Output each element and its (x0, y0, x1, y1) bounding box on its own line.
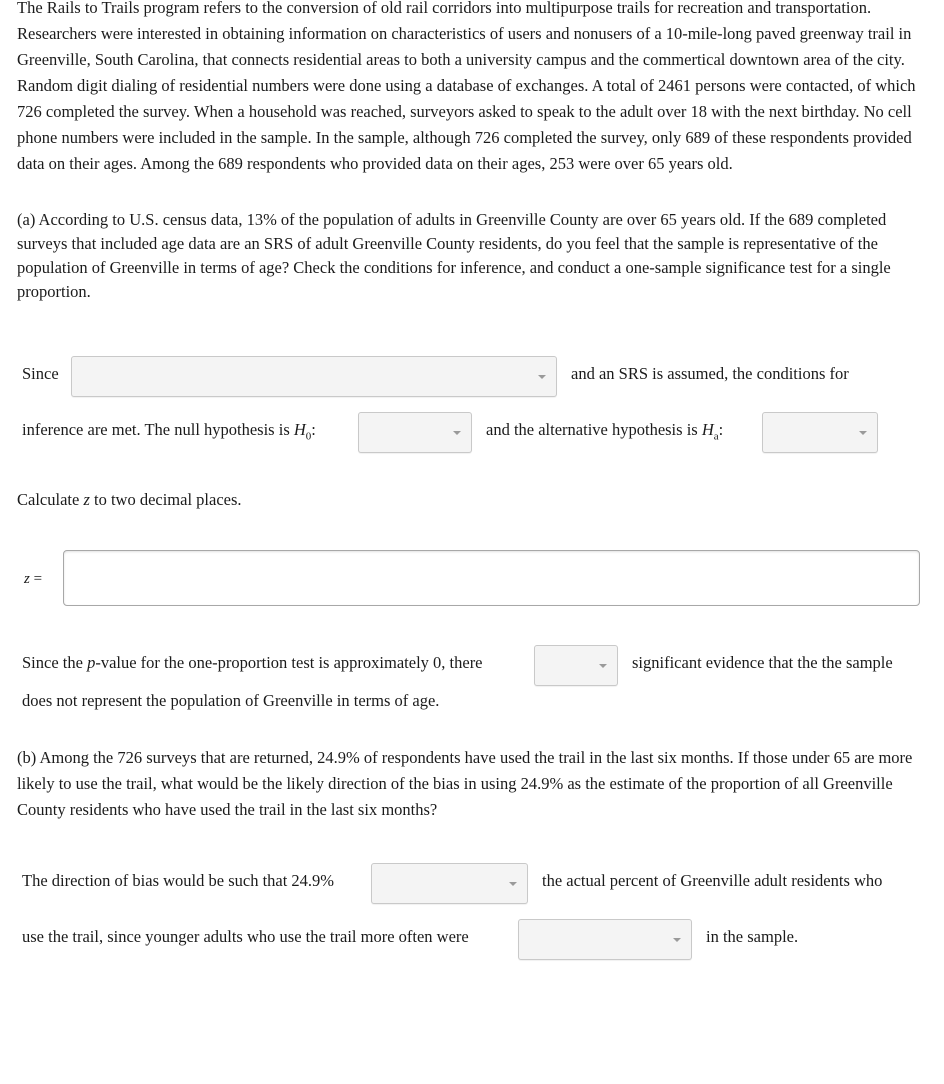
calculate-instruction: Calculate z to two decimal places. (17, 490, 242, 509)
alt-hypothesis-label: and the alternative hypothesis is (486, 420, 698, 439)
since-label: Since (22, 364, 59, 383)
in-sample-text: in the sample. (706, 927, 799, 946)
z-input[interactable] (63, 550, 920, 606)
chevron-down-icon (509, 882, 517, 886)
alt-hypothesis-dropdown[interactable] (762, 412, 878, 453)
representation-dropdown[interactable] (518, 919, 692, 960)
chevron-down-icon (673, 938, 681, 942)
intro-paragraph: The Rails to Trails program refers to the conversion of old rail corridors into multipurpose trails for recreation and transportation. Researchers were interested in obtaining information on characteristics of users and nonusers of a 10-mile-long paved greenway trail in Greenville, South Carolina, that connects residential areas to both a university campus and the commertical downtown area of the city. Random digit dialing of residential numbers were done using a database of exchanges. A total of 2461 persons were contacted, of which 726 completed the survey. When a household was reached, surveyors asked to speak to the adult over 18 with the next birthday. No cell phone numbers were included in the sample. In the sample, although 726 completed the survey, only 689 of these respondents provided data on their ages. Among the 689 respondents who provided data on their ages, 253 were over 65 years old. (17, 0, 916, 173)
alt-hypothesis-text: and the alternative hypothesis is $H_a$: (486, 420, 724, 443)
h0-symbol: $H_0$ (293, 420, 312, 443)
part-a-question: (a) According to U.S. census data, 13% of the population of adults in Greenville County are over 65 years old. If the 689 completed surveys that included age data are an SRS of adult Greenville County residents, do you feel that the sample is representative of the population of Greenville in terms of age? Check the conditions for inference, and conduct a one-sample significance test for a single proportion. (17, 210, 891, 301)
conditions-text: and an SRS is assumed, the conditions for (571, 364, 849, 383)
actual-percent-text: the actual percent of Greenville adult residents who (542, 871, 883, 890)
chevron-down-icon (538, 375, 546, 379)
younger-adults-text: use the trail, since younger adults who use the trail more often were (22, 927, 469, 946)
part-b-question: (b) Among the 726 surveys that are returned, 24.9% of respondents have used the trail in the last six months. If those under 65 are more likely to use the trail, what would be the likely direction of the bias in using 24.9% as the estimate of the proportion of all Greenville County residents who have used the trail in the last six months? (17, 748, 913, 819)
null-hypothesis-label: inference are met. The null hypothesis is (22, 420, 290, 439)
chevron-down-icon (599, 664, 607, 668)
chevron-down-icon (453, 431, 461, 435)
z-label: z = (24, 571, 43, 587)
p-value-text: Since the p-value for the one-proportion test is approximately 0, there (22, 653, 483, 672)
significance-dropdown[interactable] (534, 645, 618, 686)
ha-symbol: $H_a$ (701, 420, 719, 443)
chevron-down-icon (859, 431, 867, 435)
conditions-dropdown[interactable] (71, 356, 557, 397)
conclusion-text: does not represent the population of Greenville in terms of age. (22, 691, 440, 710)
significance-text: significant evidence that the the sample (632, 653, 893, 672)
null-hypothesis-text: inference are met. The null hypothesis is $H_0$: (22, 420, 316, 443)
bias-direction-text: The direction of bias would be such that 24.9% (22, 871, 335, 890)
null-hypothesis-dropdown[interactable] (358, 412, 472, 453)
bias-direction-dropdown[interactable] (371, 863, 528, 904)
